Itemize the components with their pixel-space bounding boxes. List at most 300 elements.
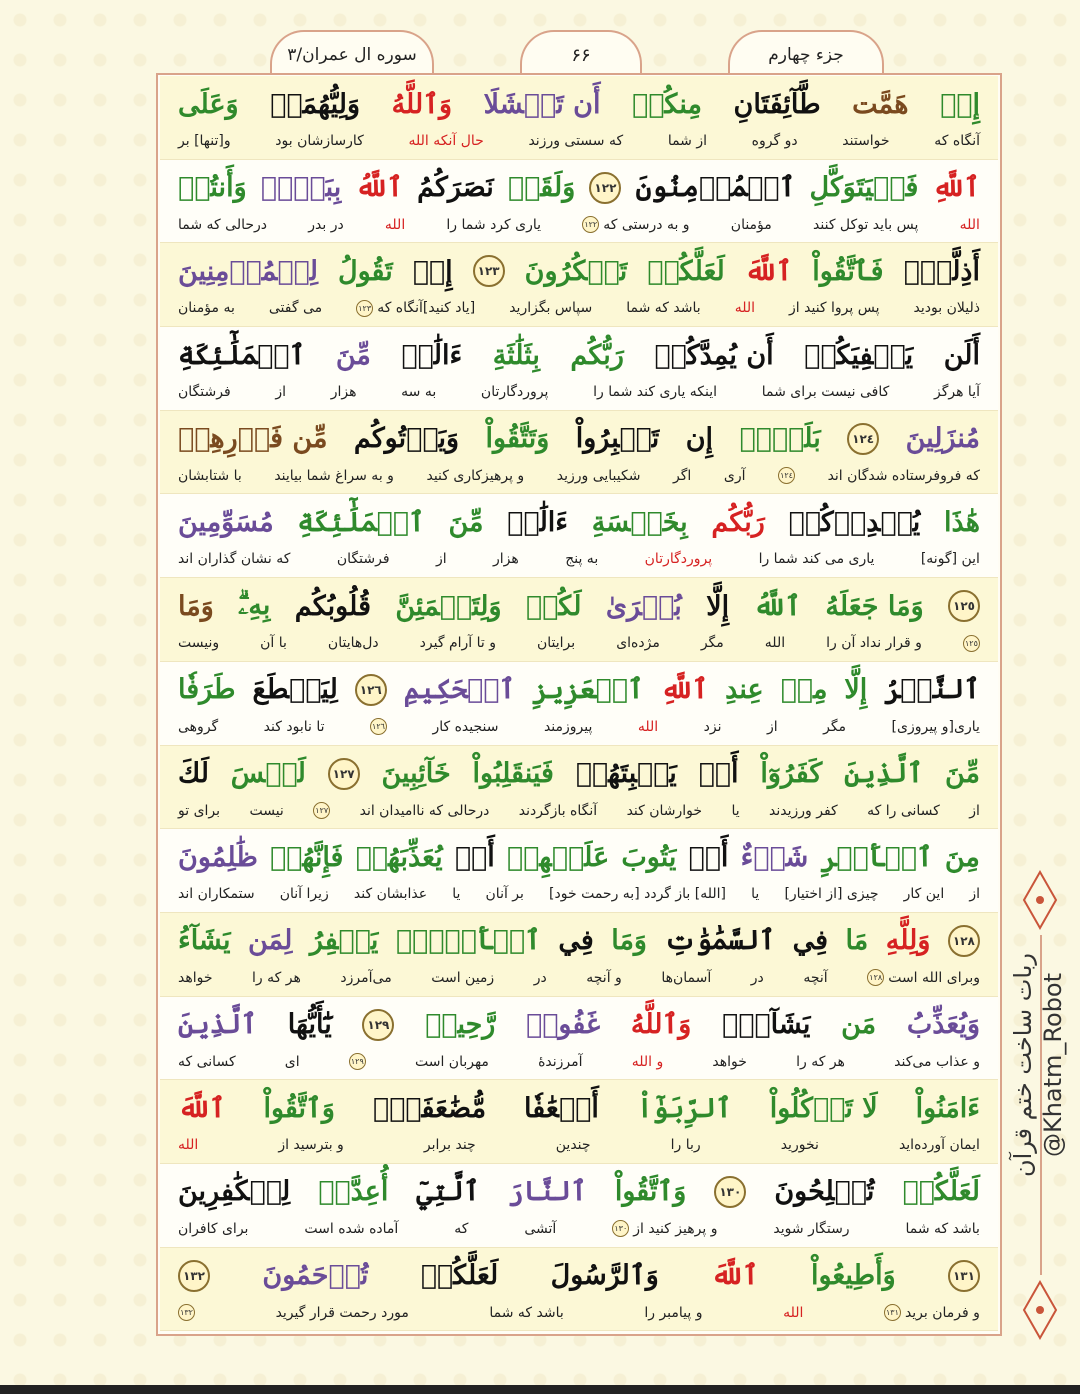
translation-cell bbox=[436, 551, 447, 567]
translation-cell bbox=[781, 1137, 819, 1153]
translation-cell bbox=[731, 217, 772, 233]
persian-word: این [گونه] bbox=[920, 551, 980, 568]
arabic-word: أَوۡ bbox=[698, 758, 739, 789]
translation-cell bbox=[509, 300, 592, 316]
translation-cell bbox=[519, 803, 597, 819]
translation-cell bbox=[701, 635, 724, 651]
persian-word: هر که را bbox=[796, 1053, 845, 1070]
persian-word: اینکه یاری کند شما را bbox=[593, 384, 718, 401]
arabic-word: عِندِ bbox=[725, 674, 764, 706]
persian-word: از bbox=[435, 551, 447, 568]
persian-word: هزار bbox=[493, 551, 519, 568]
persian-word: آماده شده است bbox=[304, 1220, 399, 1237]
persian-word: ستمکاران اند bbox=[178, 886, 255, 903]
persian-word: ذلیلان بودید bbox=[913, 300, 980, 317]
translation-cell bbox=[632, 1054, 664, 1070]
translation-cell bbox=[178, 635, 219, 651]
persian-word: و به سراغ شما بیایند bbox=[274, 467, 394, 484]
arabic-line bbox=[178, 1254, 980, 1298]
persian-word: یا bbox=[452, 886, 461, 903]
translation-cell bbox=[934, 133, 980, 149]
persian-word: مگر bbox=[700, 635, 724, 652]
persian-word: رستگار شوید bbox=[773, 1220, 850, 1237]
translation-cell bbox=[593, 384, 717, 400]
translation-cell bbox=[356, 300, 475, 317]
arabic-word: مِّن فَوۡرِهِمۡ bbox=[178, 423, 328, 455]
translation-cell bbox=[724, 468, 746, 484]
translation-cell bbox=[765, 635, 785, 651]
persian-word: و بترسید از bbox=[278, 1137, 344, 1154]
translation-line bbox=[178, 881, 980, 907]
persian-word: پروردگارتان bbox=[644, 551, 713, 568]
persian-word: و قرار نداد آن را bbox=[826, 635, 922, 652]
persian-word: وبرای الله است bbox=[888, 969, 980, 986]
persian-word: الله bbox=[637, 718, 659, 735]
translation-line bbox=[178, 714, 980, 740]
translation-cell bbox=[446, 217, 541, 233]
persian-word: و الله bbox=[631, 1053, 664, 1070]
arabic-word: بِخَمۡسَةِ bbox=[591, 506, 688, 538]
verse-number-marker-small: ١٢٦ bbox=[370, 718, 387, 735]
arabic-word: رَبُّكُم bbox=[570, 339, 624, 371]
arabic-word: بِهِۦۗ bbox=[238, 590, 271, 622]
translation-line bbox=[178, 212, 980, 238]
arabic-word: وَلِيُّهُمَاۗ bbox=[270, 88, 361, 120]
persian-word: فرشتگان bbox=[178, 384, 231, 401]
translation-cell bbox=[826, 635, 922, 651]
persian-word: و تا آرام گیرد bbox=[419, 635, 496, 652]
persian-word: در بدر bbox=[308, 216, 344, 233]
verse-number-marker-small: ١٣٠ bbox=[612, 1220, 629, 1237]
translation-cell bbox=[644, 1305, 702, 1321]
arabic-word: ٱلۡمَلَٰٓئِكَةِ bbox=[297, 506, 425, 538]
arabic-word: ٱلۡعَزِيزِ bbox=[532, 674, 644, 706]
persian-word: و آنچه bbox=[586, 969, 622, 986]
arabic-word: إِلَّا bbox=[844, 674, 868, 706]
persian-word: کفر ورزیدند bbox=[769, 802, 838, 819]
verse-number-marker-small: ١٢٣ bbox=[356, 300, 373, 317]
persian-word: پس پروا کنید از bbox=[789, 300, 880, 317]
arabic-word: مِنَ bbox=[944, 841, 980, 873]
arabic-word: لَعَلَّكُمۡ bbox=[647, 255, 725, 287]
translation-cell bbox=[549, 886, 726, 902]
persian-word: الله bbox=[178, 1137, 199, 1154]
arabic-line bbox=[178, 333, 980, 377]
translation-line bbox=[178, 965, 980, 991]
arabic-word: ٱللَّهَ bbox=[178, 1092, 226, 1124]
translation-line bbox=[178, 1300, 980, 1326]
arabic-word: يَٰٓأَيُّهَا bbox=[287, 1009, 332, 1041]
verse-number-marker: ١٣٢ bbox=[178, 1260, 210, 1292]
arabic-line bbox=[178, 166, 980, 210]
arabic-word: أُعِدَّتۡ bbox=[318, 1176, 389, 1208]
persian-word: پیروزمند bbox=[543, 718, 593, 735]
arabic-word: ءَالَٰفٖ bbox=[401, 339, 463, 371]
verse-number-marker: ١٢٨ bbox=[948, 925, 980, 957]
verse-row bbox=[160, 746, 998, 830]
translation-cell bbox=[275, 384, 286, 400]
arabic-word: مَا bbox=[845, 925, 869, 957]
translation-cell bbox=[481, 384, 549, 400]
persian-word: زمین است bbox=[431, 969, 495, 986]
persian-word: از شما bbox=[667, 133, 708, 149]
translation-cell bbox=[331, 384, 357, 400]
translation-cell bbox=[408, 133, 483, 149]
translation-cell bbox=[178, 551, 290, 567]
persian-word: شکیبایی ورزید bbox=[556, 467, 641, 484]
persian-word: پس باید توکل کنند bbox=[813, 216, 919, 233]
translation-cell bbox=[340, 970, 391, 986]
translation-cell bbox=[668, 133, 707, 149]
translation-cell bbox=[528, 133, 623, 149]
verse-row bbox=[160, 76, 998, 160]
translation-cell bbox=[823, 719, 846, 735]
verse-number-marker: ١٣٠ bbox=[714, 1176, 746, 1208]
persian-word: فرشتگان bbox=[336, 551, 390, 568]
persian-word: دو گروه bbox=[751, 133, 798, 149]
arabic-word: لِيَقۡطَعَ bbox=[252, 674, 338, 706]
persian-word: که نشان گذاران اند bbox=[178, 551, 291, 568]
arabic-word: بُشۡرَىٰ bbox=[605, 590, 682, 622]
persian-word: آسمان‌ها bbox=[661, 969, 712, 986]
translation-cell bbox=[537, 635, 575, 651]
persian-word: می گفتی bbox=[268, 300, 323, 317]
translation-cell bbox=[899, 1137, 980, 1153]
persian-word: و[تنها] بر bbox=[178, 133, 231, 149]
translation-cell bbox=[894, 1054, 980, 1070]
translation-cell bbox=[773, 1221, 849, 1237]
translation-cell bbox=[661, 970, 711, 986]
arabic-word: طَرَفٗا bbox=[178, 674, 236, 706]
translation-cell bbox=[638, 719, 658, 735]
verse-number-marker: ١٢٩ bbox=[362, 1009, 394, 1041]
persian-word: در bbox=[750, 969, 764, 986]
translation-cell bbox=[751, 886, 759, 902]
persian-word: اگر bbox=[673, 467, 692, 484]
side-caption bbox=[1008, 900, 1072, 1230]
translation-cell bbox=[556, 1137, 591, 1153]
persian-word: که فروفرستاده شدگان اند bbox=[827, 467, 980, 484]
translation-cell bbox=[486, 886, 524, 902]
arabic-word: أَضۡعَٰفٗا bbox=[524, 1092, 599, 1124]
translation-cell bbox=[906, 1221, 980, 1237]
persian-word: الله bbox=[783, 1304, 804, 1321]
persian-word: خوارشان کند bbox=[626, 802, 703, 819]
arabic-word: ٱللَّهُ bbox=[753, 590, 801, 622]
translation-cell bbox=[921, 551, 980, 567]
translation-line bbox=[178, 1216, 980, 1242]
arabic-word: ٱلۡأَرۡضِۚ bbox=[395, 925, 541, 957]
arabic-word: مُسَوِّمِينَ bbox=[178, 506, 274, 538]
verse-number-marker: ١٣١ bbox=[948, 1260, 980, 1292]
arabic-line bbox=[178, 835, 980, 879]
translation-cell bbox=[489, 1305, 563, 1321]
arabic-word: وَلِلَّهِ bbox=[885, 925, 931, 957]
verse-number-marker-small: ١٢٧ bbox=[313, 802, 330, 819]
persian-word: آمرزندهٔ bbox=[538, 1053, 583, 1070]
persian-word: خواستند bbox=[842, 133, 890, 149]
arabic-word: ٱلۡمُؤۡمِنُونَ bbox=[635, 172, 796, 204]
verse-number-marker-small: ١٣١ bbox=[884, 1304, 901, 1321]
translation-line bbox=[178, 295, 980, 321]
persian-word: این کار bbox=[903, 886, 945, 903]
translation-cell bbox=[704, 719, 722, 735]
translation-cell bbox=[370, 718, 387, 735]
arabic-word: أَن تَفۡشَلَا bbox=[483, 88, 601, 120]
persian-word: سپاس بگزارید bbox=[509, 300, 593, 317]
verse-number-marker: ١٢٥ bbox=[948, 590, 980, 622]
persian-word: الله bbox=[764, 635, 786, 652]
persian-word: کسانی که bbox=[178, 1053, 236, 1070]
persian-word: کسانی را که bbox=[867, 802, 940, 819]
translation-line bbox=[178, 1049, 980, 1075]
translation-cell bbox=[534, 970, 547, 986]
translation-cell bbox=[813, 217, 918, 233]
persian-word: یاری می کند شما را bbox=[758, 551, 875, 568]
arabic-word: عَلَيۡهِمۡ bbox=[506, 841, 610, 873]
persian-word: مؤمنان bbox=[730, 216, 772, 233]
verse-row bbox=[160, 829, 998, 913]
verse-number-marker: ١٢٣ bbox=[473, 255, 505, 287]
arabic-word: مِّنَ bbox=[335, 339, 371, 371]
persian-word: نخورید bbox=[780, 1137, 819, 1154]
page-number: ۶۶ bbox=[520, 30, 642, 78]
translation-cell bbox=[308, 217, 343, 233]
translation-cell bbox=[385, 217, 405, 233]
arabic-word: تُفۡلِحُونَ bbox=[774, 1176, 875, 1208]
arabic-word: تَشۡكُرُونَ bbox=[524, 255, 628, 287]
translation-line bbox=[178, 630, 980, 656]
arabic-word: ٱلۡحَكِيمِ bbox=[403, 674, 516, 706]
arabic-word: وَٱللَّهُ bbox=[630, 1009, 692, 1041]
persian-word: برایتان bbox=[537, 635, 576, 652]
verse-row bbox=[160, 578, 998, 662]
persian-word: باشد که شما bbox=[905, 1220, 980, 1237]
arabic-word: لَعَلَّكُمۡ bbox=[902, 1176, 980, 1208]
persian-word: از bbox=[969, 886, 980, 903]
persian-word: آنچه bbox=[803, 969, 828, 986]
translation-cell bbox=[712, 1054, 747, 1070]
translation-cell bbox=[354, 886, 427, 902]
persian-word: چند برابر bbox=[423, 1137, 476, 1154]
translation-cell bbox=[538, 1054, 582, 1070]
persian-word: باشد که شما bbox=[489, 1304, 564, 1321]
arabic-word: أَن يُمِدَّكُمۡ bbox=[654, 339, 774, 371]
persian-word: و پرهیز کنید از bbox=[633, 1220, 718, 1237]
verse-number-marker-small: ١٢٥ bbox=[963, 635, 980, 652]
translation-cell bbox=[969, 886, 980, 902]
arabic-word: رَبُّكُم bbox=[711, 506, 765, 538]
arabic-word: ٱلۡأَمۡرِ bbox=[820, 841, 933, 873]
arabic-word: نَصَرَكُمُ bbox=[417, 172, 494, 204]
persian-word: مژده‌ای bbox=[616, 635, 660, 652]
arabic-word: ٱلنَّارَ bbox=[507, 1176, 587, 1208]
translation-cell bbox=[360, 803, 490, 819]
arabic-word: قُلُوبُكُم bbox=[294, 590, 371, 622]
persian-word: نیست bbox=[249, 802, 284, 819]
translation-cell bbox=[934, 384, 980, 400]
arabic-word: وَيَأۡتُوكُم bbox=[353, 423, 460, 455]
translation-cell bbox=[269, 300, 322, 316]
translation-cell bbox=[778, 467, 795, 484]
arabic-line bbox=[178, 752, 980, 796]
translation-cell bbox=[586, 970, 622, 986]
arabic-word: أَوۡ bbox=[688, 841, 729, 873]
translation-cell bbox=[178, 133, 231, 149]
translation-cell bbox=[431, 970, 494, 986]
translation-line bbox=[178, 463, 980, 489]
translation-cell bbox=[349, 1053, 366, 1070]
translation-cell bbox=[493, 551, 519, 567]
arabic-word: إِذۡ bbox=[940, 88, 980, 120]
arabic-word: لِلۡكَٰفِرِينَ bbox=[178, 1176, 291, 1208]
persian-word: که bbox=[454, 1220, 469, 1237]
persian-word: باشد که شما bbox=[626, 300, 701, 317]
arabic-word: رَّحِيمٞ bbox=[425, 1009, 496, 1041]
arabic-word: يُعَذِّبَهُمۡ bbox=[355, 841, 443, 873]
translation-cell bbox=[803, 970, 827, 986]
translation-cell bbox=[789, 300, 879, 316]
arabic-word: وَٱللَّهُ bbox=[391, 88, 453, 120]
verse-number-marker-small: ١٢٩ bbox=[349, 1053, 366, 1070]
persian-word: آیا هرگز bbox=[933, 384, 980, 401]
translation-line bbox=[178, 546, 980, 572]
persian-word: درحالی که ناامیدان اند bbox=[359, 802, 490, 819]
arabic-line bbox=[178, 919, 980, 963]
juz-label: جزء چهارم bbox=[728, 30, 884, 78]
arabic-word: وَأَطِيعُواْ bbox=[810, 1260, 896, 1292]
arabic-word: لِمَن bbox=[248, 925, 293, 957]
verse-rows bbox=[160, 76, 998, 1331]
arabic-word: ظَٰلِمُونَ bbox=[178, 841, 258, 873]
persian-word: آری bbox=[723, 467, 746, 484]
translation-cell bbox=[178, 217, 267, 233]
arabic-word: يَكۡبِتَهُمۡ bbox=[575, 758, 677, 789]
arabic-word: ٱللَّهَ bbox=[744, 255, 793, 287]
arabic-word: يَشَآءُ bbox=[178, 925, 231, 957]
translation-cell bbox=[275, 133, 364, 149]
persian-word: کارسازشان بود bbox=[275, 133, 364, 149]
arabic-word: يَغۡفِرُ bbox=[309, 925, 379, 957]
persian-word: هر که را bbox=[252, 969, 301, 986]
arabic-word: وَٱتَّقُواْ bbox=[614, 1176, 687, 1208]
translation-cell bbox=[769, 803, 838, 819]
verse-number-marker: ١٢٢ bbox=[589, 172, 621, 204]
translation-cell bbox=[867, 969, 980, 986]
translation-cell bbox=[767, 719, 778, 735]
arabic-line bbox=[178, 1170, 980, 1214]
translation-cell bbox=[178, 719, 218, 735]
verse-row bbox=[160, 1164, 998, 1248]
translation-cell bbox=[420, 635, 496, 651]
persian-word: و پرهیزکاری کنید bbox=[426, 467, 525, 484]
arabic-word: بِثَلَٰثَةِ bbox=[492, 339, 540, 371]
translation-cell bbox=[842, 133, 889, 149]
persian-word: از bbox=[766, 718, 778, 735]
translation-cell bbox=[645, 551, 713, 567]
arabic-word: يُمۡدِدۡكُمۡ bbox=[788, 506, 921, 538]
persian-word: [یاد کنید]آنگاه که bbox=[377, 300, 476, 317]
arabic-word: أَوۡ bbox=[454, 841, 495, 873]
arabic-word: مِّنَ bbox=[448, 506, 484, 538]
arabic-word: ٱللَّهُ bbox=[355, 172, 403, 204]
persian-word: مورد رحمت قرار گیرید bbox=[275, 1304, 409, 1321]
arabic-word: وَتَتَّقُواْ bbox=[485, 423, 550, 455]
translation-cell bbox=[178, 1137, 198, 1153]
arabic-word: لَكُمۡ bbox=[525, 590, 582, 622]
persian-word: آنگاه بازگردند bbox=[518, 802, 598, 819]
translation-cell bbox=[544, 719, 592, 735]
verse-number-marker-small: ١٢٤ bbox=[778, 467, 795, 484]
verse-row bbox=[160, 494, 998, 578]
translation-cell bbox=[828, 468, 980, 484]
translation-cell bbox=[178, 803, 220, 819]
arabic-word: مُنزَلِينَ bbox=[905, 423, 980, 455]
translation-cell bbox=[415, 1054, 489, 1070]
translation-cell bbox=[401, 384, 436, 400]
arabic-word: وَٱتَّقُواْ bbox=[263, 1092, 335, 1124]
arabic-word: وَيُعَذِّبُ bbox=[906, 1009, 980, 1041]
arabic-word: مُّضَٰعَفَةٗۖ bbox=[372, 1092, 487, 1124]
persian-word: به پنج bbox=[565, 551, 599, 568]
persian-word: چندین bbox=[555, 1137, 591, 1154]
persian-word: که سستی ورزند bbox=[528, 133, 624, 149]
translation-cell bbox=[178, 468, 242, 484]
translation-cell bbox=[762, 384, 890, 400]
persian-word: تا نابود کند bbox=[263, 718, 325, 735]
arabic-word: هَٰذَا bbox=[944, 506, 980, 538]
translation-cell bbox=[892, 719, 980, 735]
arabic-word: أَذِلَّةٞۖ bbox=[903, 255, 980, 287]
arabic-word: ٱلرِّبَوٰٓاْ bbox=[636, 1092, 732, 1124]
arabic-word: إِلَّا bbox=[706, 590, 730, 622]
surah-label: سوره ال عمران/۳ bbox=[270, 30, 434, 78]
persian-word: و عذاب می‌کند bbox=[894, 1053, 980, 1070]
translation-cell bbox=[432, 719, 498, 735]
arabic-word: بَلَىٰٓۚ bbox=[739, 423, 821, 455]
arabic-word: لَعَلَّكُمۡ bbox=[420, 1260, 499, 1292]
arabic-word: لَيۡسَ bbox=[230, 758, 306, 789]
translation-cell bbox=[252, 970, 301, 986]
translation-cell bbox=[616, 635, 660, 651]
bottom-bar bbox=[0, 1385, 1080, 1394]
persian-word: در bbox=[533, 969, 547, 986]
arabic-line bbox=[178, 668, 980, 712]
translation-cell bbox=[178, 1304, 195, 1321]
translation-cell bbox=[904, 886, 945, 902]
verse-row bbox=[160, 160, 998, 244]
arabic-word: وَأَنتُمۡ bbox=[178, 172, 247, 204]
arabic-word: ٱللَّهِ bbox=[932, 172, 980, 204]
arabic-word: ٱللَّهِ bbox=[660, 674, 709, 706]
persian-word: یا bbox=[751, 886, 760, 903]
translation-cell bbox=[280, 886, 329, 902]
arabic-word: يَشَآءُۚ bbox=[722, 1009, 811, 1041]
verse-row bbox=[160, 327, 998, 411]
arabic-line bbox=[178, 1003, 980, 1047]
verse-number-marker-small: ١٣٢ bbox=[178, 1304, 195, 1321]
arabic-word: ٱلۡمَلَٰٓئِكَةِ bbox=[178, 339, 306, 371]
arabic-word: شَيۡءٌ bbox=[740, 841, 809, 873]
translation-cell bbox=[285, 1054, 300, 1070]
persian-word: [الله] باز گردد [به رحمت خود] bbox=[549, 886, 727, 903]
arabic-word: وَمَا جَعَلَهُ bbox=[825, 590, 924, 622]
arabic-word: ٱلنَّصۡرُ bbox=[884, 674, 980, 706]
translation-cell bbox=[328, 635, 379, 651]
arabic-word: مِّنَ bbox=[944, 758, 980, 789]
persian-word: یاری[و پیروزی] bbox=[891, 718, 980, 735]
translation-cell bbox=[557, 468, 641, 484]
